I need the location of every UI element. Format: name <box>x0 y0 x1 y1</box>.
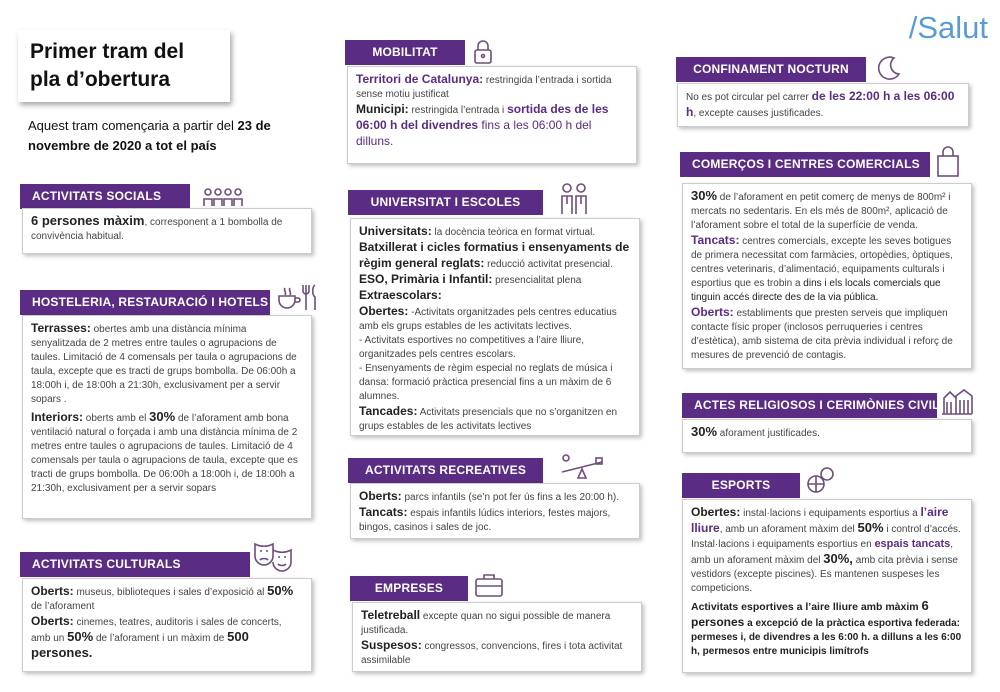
students-icon <box>558 182 590 216</box>
comercos-text-1: de l’aforament en petit comerç de menys de 800m² i mercats no sedentaris. En els més de 800m², aplicació de l’aforament sobre el total de la superfície de venda. <box>691 192 951 231</box>
group-people-icon <box>200 184 248 208</box>
cultural-max-persons: 500 persones. <box>31 629 249 660</box>
recre-oberts-text: parcs infantils (se’n pot fer ús fins a les 20:00 h). <box>401 492 620 503</box>
empreses-box <box>352 602 642 672</box>
religiosos-text: aforament justificades. <box>717 428 820 439</box>
hostel-box <box>22 315 312 519</box>
comercos-tancats-label: Tancats: <box>691 233 740 247</box>
recre-tancats-label: Tancats: <box>359 505 408 519</box>
cultural-pct-2: 50% <box>67 629 94 644</box>
cultural-oberts-1-tail: de l’aforament <box>31 601 95 612</box>
recre-box <box>350 483 640 539</box>
univ-eso-label: ESO, Primària i Infantil: <box>359 272 493 286</box>
cultural-box <box>22 578 312 672</box>
mobilitat-header: MOBILITAT <box>345 40 465 65</box>
intro-pre: Aquest tram començaria a partir del <box>28 118 238 133</box>
cup-fork-knife-icon <box>276 282 320 312</box>
univ-universitats-text: la docència teòrica en format virtual. <box>431 227 596 238</box>
mobilitat-municipi-label: Municipi: <box>356 102 409 116</box>
univ-batxillerat-label: Batxillerat i cicles formatius i ensenyaments de règim general reglats: <box>359 240 630 270</box>
seesaw-icon <box>560 452 604 480</box>
comercos-header: COMERÇOS I CENTRES COMERCIALS <box>680 152 930 177</box>
cultural-oberts-2-label: Oberts: <box>31 614 74 628</box>
esports-max-label: Activitats esportives a l’aire lliure amb màxim <box>691 601 922 613</box>
cultural-pct-1: 50% <box>267 583 294 598</box>
empreses-suspesos-text: congressos, convencions, fires i tota activitat assimilable <box>361 641 623 666</box>
socials-text: , corresponent a 1 bombolla de convivència habitual. <box>31 217 283 242</box>
esports-persones-label: persones <box>691 615 745 629</box>
univ-eso-text: presencialitat plena <box>492 275 582 286</box>
moon-icon <box>876 54 902 82</box>
comercos-box <box>682 183 972 369</box>
hostel-interiors-text-b: de l’aforament amb bona ventilació natural o forçada i amb una distància mínima de 2 metres entre taules o agrupacions de taules. Limitació de 4 comensals per taula o agrupacions de taula, excepte que es tracti de grups bombolla. De 06:00h a 18:00h i, de 18:00h a 21:30h, exclusivament per a servir sopars <box>31 413 298 494</box>
empreses-header: EMPRESES <box>350 576 468 601</box>
confin-text: No es pot circular pel carrer <box>686 92 812 103</box>
mobilitat-box <box>347 66 637 164</box>
hostel-interiors-pct: 30% <box>149 409 176 424</box>
univ-batxillerat-text: reducció activitat presencial. <box>484 259 613 270</box>
esports-obertes-label: Obertes: <box>691 505 741 519</box>
mobilitat-municipi-text: restringida l’entrada i <box>408 105 508 116</box>
empreses-suspesos-label: Suspesos: <box>361 638 422 652</box>
esports-text-1: instal·lacions i equipaments esportius a <box>740 508 921 519</box>
hostel-terrasses-label: Terrasses: <box>31 321 91 335</box>
building-icon <box>940 386 974 416</box>
hostel-header: HOSTELERIA, RESTAURACIÓ I HOTELS <box>20 290 270 315</box>
mobilitat-municipi-tail: fins a les 06:00 h del dilluns. <box>356 118 592 148</box>
title-line-1: Primer tram del <box>30 40 185 63</box>
esports-aire-lliure: l’aire lliure <box>691 505 949 535</box>
brand-logo: /Salut <box>908 10 988 45</box>
esports-text-5: amb cita prèvia i sense vestidors (excepte piscines). Es mantenen suspeses les competicions. <box>691 555 958 594</box>
religiosos-box <box>682 419 972 453</box>
hostel-interiors-label: Interiors: <box>31 410 84 424</box>
lock-icon <box>472 38 494 66</box>
confin-box <box>677 83 969 127</box>
confin-tail: , excepte causes justificades. <box>693 108 824 119</box>
hostel-terrasses-text: obertes amb una distància mínima senyalitzada de 2 metres entre taules o agrupacions de taules. Limitació de 4 comensals per taula o agrupacions de taula, excepte que es tracti de grups bombolla. De 06:00h a 18:00h i, de 18:00h a 21:30h, exclusivament per a servir sopars . <box>31 324 297 405</box>
esports-espais-tancats: espais tancats <box>874 538 951 550</box>
mobilitat-territori-label: Territori de Catalunya: <box>356 72 484 86</box>
socials-box <box>22 208 312 254</box>
univ-tancades-label: Tancades: <box>359 404 418 418</box>
religiosos-pct: 30% <box>691 424 718 439</box>
comercos-oberts-text: establiments que presten serveis que impliquen contacte físic proper (inclosos perruqueries i centres d’estètica), amb sistema de cita prèvia individual i reforç de mesures de prevenció de contagis. <box>691 308 953 361</box>
esports-text-3: i control d’accés. Instal·lacions i equipaments esportius en <box>691 524 961 550</box>
title-line-2: pla d’obertura <box>30 68 171 91</box>
empreses-teletreball-label: Teletreball <box>361 608 421 622</box>
sports-balls-icon <box>806 466 834 494</box>
univ-universitats-label: Universitats: <box>359 224 432 238</box>
esports-box <box>682 499 972 673</box>
comercos-oberts-label: Oberts: <box>691 305 734 319</box>
esports-text-4: , amb un aforament màxim del <box>691 539 954 566</box>
recre-header: ACTIVITATS RECREATIVES <box>348 458 543 483</box>
confin-header: CONFINAMENT NOCTURN <box>676 57 866 82</box>
esports-pct-30: 30%, <box>823 551 853 566</box>
univ-extraescolars-label: Extraescolars: <box>359 288 442 302</box>
cultural-oberts-1-text: museus, biblioteques i sales d’exposició al <box>73 587 268 598</box>
univ-musica-text: - Ensenyaments de règim especial no reglats de música i dansa: formació pràctica presencial fins a un màxim de 6 alumnes. <box>359 363 613 402</box>
univ-esportives-text: - Activitats esportives no competitives a l’aire lliure, organitzades pels centres escolars. <box>359 335 585 360</box>
intro-text <box>28 116 298 156</box>
socials-header: ACTIVITATS SOCIALS <box>20 184 190 209</box>
esports-pct-50: 50% <box>857 520 884 535</box>
mobilitat-municipi-hours: sortida des de les 06:00 h del divendres <box>356 102 609 132</box>
comercos-tancats-tail: dins i els locals comercials que tinguin accés directe des de la via pública. <box>691 278 941 303</box>
cultural-oberts-2-text: cinemes, teatres, auditoris i sales de concerts, amb un <box>31 617 282 644</box>
shopping-bag-icon <box>936 146 960 178</box>
briefcase-icon <box>474 572 504 598</box>
univ-obertes-label: Obertes: <box>359 304 409 318</box>
univ-obertes-text: -Activitats organitzades pels centres educatius amb els grups estables de les activitats lectives. <box>359 307 617 332</box>
univ-header: UNIVERSITAT I ESCOLES <box>348 190 543 215</box>
mobilitat-territori-text: restringida l’entrada i sortida sense motiu justificat <box>356 75 612 100</box>
cultural-header: ACTIVITATS CULTURALS <box>20 552 250 577</box>
cultural-oberts-1-label: Oberts: <box>31 584 74 598</box>
comercos-tancats-text: centres comercials, excepte les seves botigues de primera necessitat com farmàcies, ortopèdies, òptiques, centres veterinaris, d’alimentació, equipaments culturals i esportius que es trobin a <box>691 236 953 289</box>
univ-tancades-text: Activitats presencials que no s’organitzen en grups estables de les activitats lectives <box>359 407 618 432</box>
esports-header: ESPORTS <box>682 473 800 498</box>
cultural-oberts-2-tail: de l’aforament i un màxim de <box>93 633 228 644</box>
confin-hours: de les 22:00 h a les 06:00 h <box>686 89 955 119</box>
recre-oberts-label: Oberts: <box>359 489 402 503</box>
hostel-interiors-text-a: oberts amb el <box>83 413 150 424</box>
esports-max-number: 6 <box>921 598 929 613</box>
comercos-pct: 30% <box>691 188 718 203</box>
theater-masks-icon <box>252 540 294 574</box>
esports-text-6: a excepció de la pràctica esportiva federada: permeses i, de divendres a les 6:00 h. a dilluns a les 6:00 h, permesos entre municipis limítrofs <box>691 618 962 657</box>
recre-tancats-text: espais infantils lúdics interiors, festes majors, bingos, casinos i sales de joc. <box>359 508 611 533</box>
esports-text-2: , amb un aforament màxim del <box>719 524 858 535</box>
univ-box <box>350 218 640 436</box>
religiosos-header: ACTES RELIGIOSOS I CERIMÒNIES CIVILS <box>682 393 937 418</box>
intro-date: 23 de novembre de 2020 a tot el país <box>28 118 271 153</box>
page-title <box>18 30 230 102</box>
empreses-teletreball-text: excepte quan no sigui possible de manera justificada. <box>361 611 611 636</box>
socials-max: 6 persones màxim <box>31 213 145 228</box>
